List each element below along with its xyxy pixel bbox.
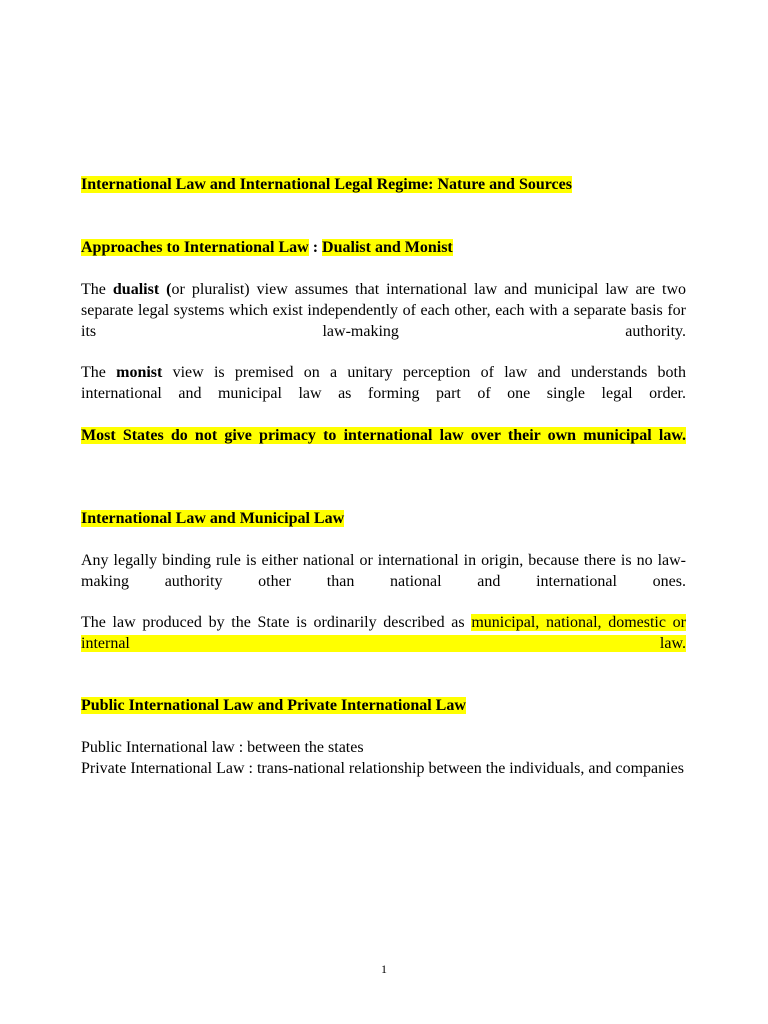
approaches-separator: : — [308, 239, 323, 256]
binding-rule-paragraph: Any legally binding rule is either national or international in origin, because there is no law-making authority other than national and international ones. — [81, 552, 686, 590]
dualist-rest: or pluralist) view assumes that international law and municipal law are two separate legal systems which exist independently of each other, each with a separate basis for its law-making authority. — [81, 281, 687, 340]
primacy-statement — [81, 425, 686, 467]
state-law-pre: The law produced by the State is ordinarily described as — [81, 614, 472, 631]
private-intl-law-line: Private International Law : trans-national relationship between the individuals, and companies — [81, 760, 684, 777]
public-intl-law-line: Public International law : between the states — [81, 739, 364, 756]
document-title-text: International Law and International Legal Regime: Nature and Sources — [81, 176, 572, 193]
monist-term: monist — [116, 364, 163, 381]
public-private-heading — [81, 695, 686, 716]
intl-municipal-heading — [81, 508, 686, 529]
approaches-subheading: Dualist and Monist — [322, 239, 453, 256]
approaches-heading — [81, 237, 686, 258]
page-number: 1 — [381, 962, 387, 976]
dualist-paragraph — [81, 279, 686, 363]
monist-paragraph — [81, 362, 686, 425]
dualist-term: dualist ( — [112, 281, 172, 298]
state-law-paragraph — [81, 612, 686, 675]
approaches-heading-text: Approaches to International Law — [81, 239, 309, 256]
public-private-heading-text: Public International Law and Private International Law — [81, 697, 466, 714]
monist-rest: view is premised on a unitary perception of law and understands both international and municipal law as forming part of one single legal order. — [81, 364, 687, 402]
intl-municipal-heading-text: International Law and Municipal Law — [81, 510, 345, 527]
primacy-statement-text: Most States do not give primacy to international law over their own municipal law. — [81, 427, 686, 444]
document-title — [81, 174, 686, 195]
dualist-pre: The — [81, 281, 113, 298]
monist-pre: The — [81, 364, 117, 381]
state-law-highlight: municipal, national, domestic or internal law. — [81, 614, 686, 652]
